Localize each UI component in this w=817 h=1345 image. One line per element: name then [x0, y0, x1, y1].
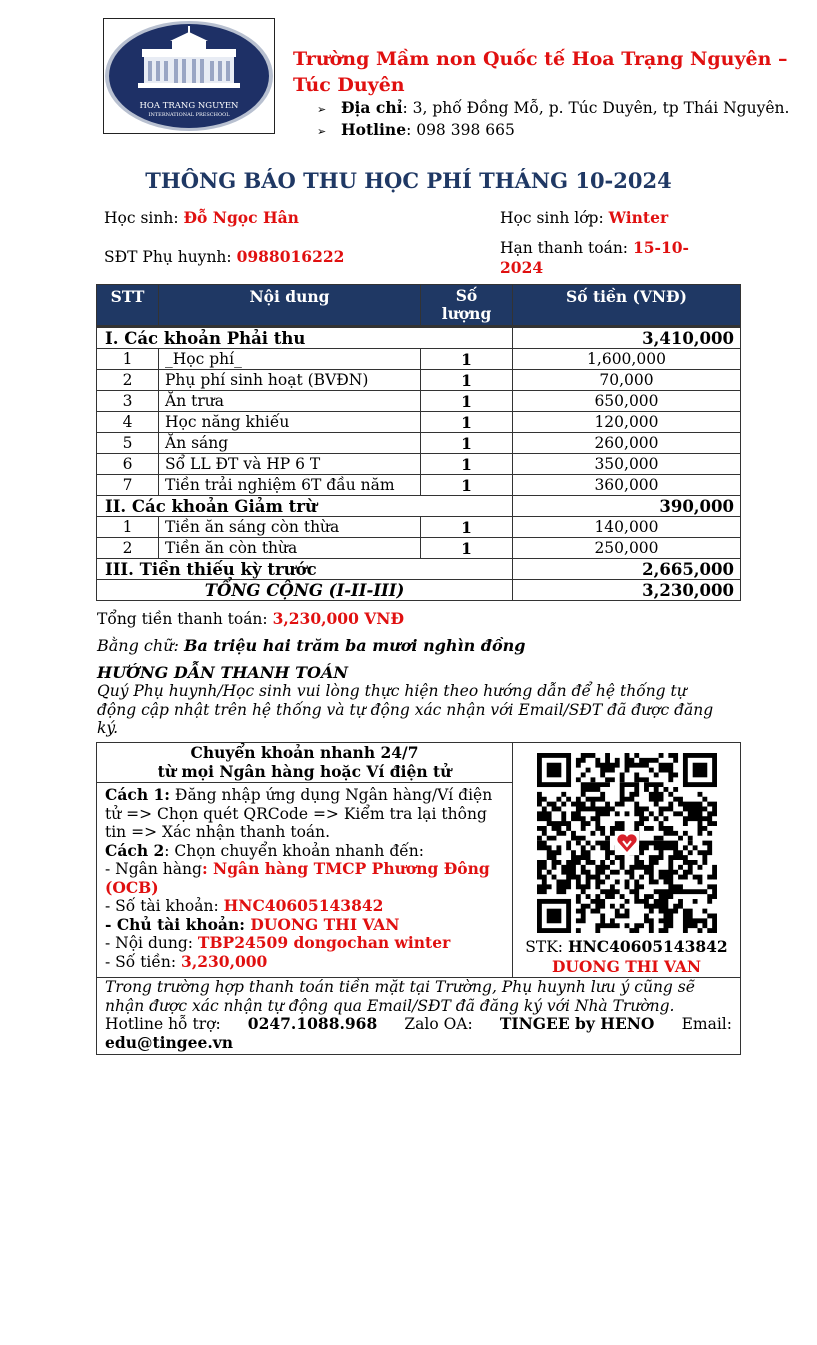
grand-total-label: TỔNG CỘNG (I-II-III): [97, 580, 513, 601]
cash-note-cell: [97, 978, 741, 1055]
account-label: - Số tài khoản:: [105, 897, 224, 915]
method-2-label: Cách 2: [105, 840, 165, 860]
student-name-label: Học sinh:: [104, 209, 179, 227]
email-value[interactable]: edu@tingee.vn: [105, 1032, 234, 1052]
row-qty: 1: [421, 517, 513, 538]
parent-phone-label: SĐT Phụ huynh:: [104, 248, 232, 266]
zalo-value: TINGEE by HENO: [499, 1014, 655, 1033]
account-value: HNC40605143842: [223, 896, 384, 915]
row-content: Ăn sáng: [159, 433, 421, 454]
row-stt: 4: [97, 412, 159, 433]
bank-line: [105, 860, 504, 897]
fee-table: [96, 284, 741, 601]
payment-deadline: [500, 238, 730, 278]
account-line: [105, 897, 504, 916]
address-value: : 3, phố Đồng Mỗ, p. Túc Duyên, tp Thái Nguyên.: [402, 99, 790, 117]
method-1-label: Cách 1:: [105, 785, 170, 804]
amount-value: 3,230,000: [181, 951, 268, 971]
cash-note: Trong trường hợp thanh toán tiền mặt tại Trường, Phụ huynh lưu ý cũng sẽ nhận được xác nhận tự động qua Email/SĐT đã đăng ký với Nhà Trường.: [105, 978, 695, 1015]
support-hotline-value: 0247.1088.968: [247, 1014, 378, 1033]
row-amount: 70,000: [513, 370, 741, 391]
row-amount: 140,000: [513, 517, 741, 538]
table-row: [97, 412, 741, 433]
section-total: 3,410,000: [513, 327, 741, 349]
fee-table-header: [97, 285, 741, 327]
row-qty: 1: [421, 538, 513, 559]
content-value: TBP24509 dongochan winter: [197, 933, 451, 952]
row-qty: 1: [421, 475, 513, 496]
row-qty: 1: [421, 349, 513, 370]
table-row: [97, 391, 741, 412]
row-stt: 1: [97, 349, 159, 370]
row-amount: 1,600,000: [513, 349, 741, 370]
notice-title: THÔNG BÁO THU HỌC PHÍ THÁNG 10-2024: [145, 168, 672, 193]
row-content: Học năng khiếu: [159, 412, 421, 433]
section-total: 2,665,000: [513, 559, 741, 580]
row-qty: 1: [421, 391, 513, 412]
parent-phone: [104, 247, 344, 267]
payment-guide-title: HƯỚNG DẪN THANH TOÁN: [97, 663, 348, 682]
method-2: [105, 842, 504, 861]
total-payment-value: 3,230,000 VNĐ: [272, 609, 405, 628]
zalo-label: Zalo OA:: [404, 1015, 473, 1033]
transfer-heading-line2: từ mọi Ngân hàng hoặc Ví điện tử: [157, 761, 452, 781]
section-label: III. Tiền thiếu kỳ trước: [97, 559, 513, 580]
grand-total-value: 3,230,000: [513, 580, 741, 601]
hotline-value: : 098 398 665: [406, 121, 515, 139]
student-name-value: Đỗ Ngọc Hân: [183, 208, 299, 227]
row-content: Sổ LL ĐT và HP 6 T: [159, 454, 421, 475]
method-1-text: Đăng nhập ứng dụng Ngân hàng/Ví điện tử => Chọn quét QRCode => Kiểm tra lại thông tin => Xác nhận thanh toán.: [105, 786, 493, 841]
grand-total-row: [97, 580, 741, 601]
row-stt: 6: [97, 454, 159, 475]
heart-icon: [615, 831, 639, 855]
row-content: Phụ phí sinh hoạt (BVĐN): [159, 370, 421, 391]
table-row: [97, 370, 741, 391]
row-amount: 250,000: [513, 538, 741, 559]
address-line: [317, 97, 789, 121]
bank-label: - Ngân hàng: [105, 860, 202, 878]
transfer-heading-line1: Chuyển khoản nhanh 24/7: [190, 743, 419, 762]
header-content: Nội dung: [159, 285, 421, 327]
table-row: [97, 475, 741, 496]
support-line: [105, 1015, 732, 1034]
payment-guide-text: Quý Phụ huynh/Học sinh vui lòng thực hiện theo hướng dẫn để hệ thống tự động cập nhật trên hệ thống và tự động xác nhận với Email/SĐT đã được đăng ký.: [97, 682, 714, 737]
row-stt: 5: [97, 433, 159, 454]
row-stt: 2: [97, 538, 159, 559]
row-stt: 7: [97, 475, 159, 496]
logo-subtitle: INTERNATIONAL PRESCHOOL: [148, 112, 230, 118]
row-stt: 1: [97, 517, 159, 538]
student-name: [104, 208, 299, 228]
section-label: I. Các khoản Phải thu: [97, 327, 513, 349]
payment-deadline-value: 15-10-2024: [500, 238, 689, 277]
section-label: II. Các khoản Giảm trừ: [97, 496, 513, 517]
bank-value: : Ngân hàng TMCP Phương Đông (OCB): [105, 859, 490, 897]
table-row: [97, 538, 741, 559]
student-class: [500, 208, 668, 228]
total-payment: [97, 609, 404, 629]
owner-line: [105, 916, 504, 935]
row-qty: 1: [421, 370, 513, 391]
student-class-label: Học sinh lớp:: [500, 209, 604, 227]
row-qty: 1: [421, 412, 513, 433]
header-amount: Số tiền (VNĐ): [513, 285, 741, 327]
arrow-bullet-icon: ➢: [317, 103, 327, 116]
support-hotline-label: Hotline hỗ trợ:: [105, 1015, 221, 1033]
amount-in-words: [97, 636, 525, 656]
hotline-line: [317, 119, 515, 143]
payment-deadline-label: Hạn thanh toán:: [500, 239, 629, 257]
header-quantity: [421, 285, 513, 327]
parent-phone-value: 0988016222: [236, 247, 345, 266]
section-receivables: [97, 327, 741, 349]
school-logo: [103, 18, 275, 134]
section-previous-debt: [97, 559, 741, 580]
method-1: [105, 786, 504, 842]
section-deductions: [97, 496, 741, 517]
amount-line: [105, 953, 504, 972]
address-label: Địa chỉ: [341, 98, 403, 117]
email-label: Email:: [681, 1015, 732, 1033]
row-content: _Học phí_: [159, 349, 421, 370]
row-qty: 1: [421, 433, 513, 454]
row-amount: 360,000: [513, 475, 741, 496]
row-content: Tiền ăn còn thừa: [159, 538, 421, 559]
qr-account: [517, 937, 736, 957]
qr-code[interactable]: [537, 753, 717, 933]
table-row: [97, 433, 741, 454]
qr-account-owner: DUONG THI VAN: [551, 957, 702, 976]
row-amount: 350,000: [513, 454, 741, 475]
row-stt: 3: [97, 391, 159, 412]
row-content: Tiền ăn sáng còn thừa: [159, 517, 421, 538]
row-stt: 2: [97, 370, 159, 391]
method-2-text: : Chọn chuyển khoản nhanh đến:: [164, 841, 424, 860]
school-name: Trường Mầm non Quốc tế Hoa Trạng Nguyên – Túc Duyên: [293, 48, 788, 96]
row-content: Tiền trải nghiệm 6T đầu năm: [159, 475, 421, 496]
logo-name: HOA TRANG NGUYEN: [139, 101, 239, 111]
row-amount: 650,000: [513, 391, 741, 412]
arrow-bullet-icon: ➢: [317, 125, 327, 138]
owner-label: - Chủ tài khoản:: [105, 914, 251, 934]
qr-finder-pattern: [692, 763, 707, 778]
section-total: 390,000: [513, 496, 741, 517]
owner-value: DUONG THI VAN: [250, 914, 400, 934]
amount-in-words-value: Ba triệu hai trăm ba mươi nghìn đồng: [183, 636, 526, 655]
row-amount: 120,000: [513, 412, 741, 433]
transfer-heading: [97, 743, 513, 783]
amount-label: - Số tiền:: [105, 952, 182, 971]
row-qty: 1: [421, 454, 513, 475]
student-class-value: Winter: [608, 208, 669, 227]
table-row: [97, 454, 741, 475]
hotline-label: Hotline: [341, 120, 407, 139]
qr-finder-pattern: [546, 763, 561, 778]
content-label: - Nội dung:: [105, 934, 198, 952]
table-row: [97, 349, 741, 370]
total-payment-label: Tổng tiền thanh toán:: [97, 610, 268, 628]
row-amount: 260,000: [513, 433, 741, 454]
qr-account-value: HNC40605143842: [567, 937, 728, 956]
qr-cell: [513, 743, 741, 978]
header-stt: STT: [97, 285, 159, 327]
amount-in-words-label: Bằng chữ:: [97, 636, 179, 655]
qr-finder-pattern: [546, 909, 561, 924]
qr-account-label: STK:: [525, 938, 568, 956]
content-line: [105, 934, 504, 953]
row-content: Ăn trưa: [159, 391, 421, 412]
payment-table: [96, 742, 741, 1055]
transfer-instructions: [97, 783, 513, 978]
header-quantity-label: Số lượng: [441, 286, 492, 323]
table-row: [97, 517, 741, 538]
